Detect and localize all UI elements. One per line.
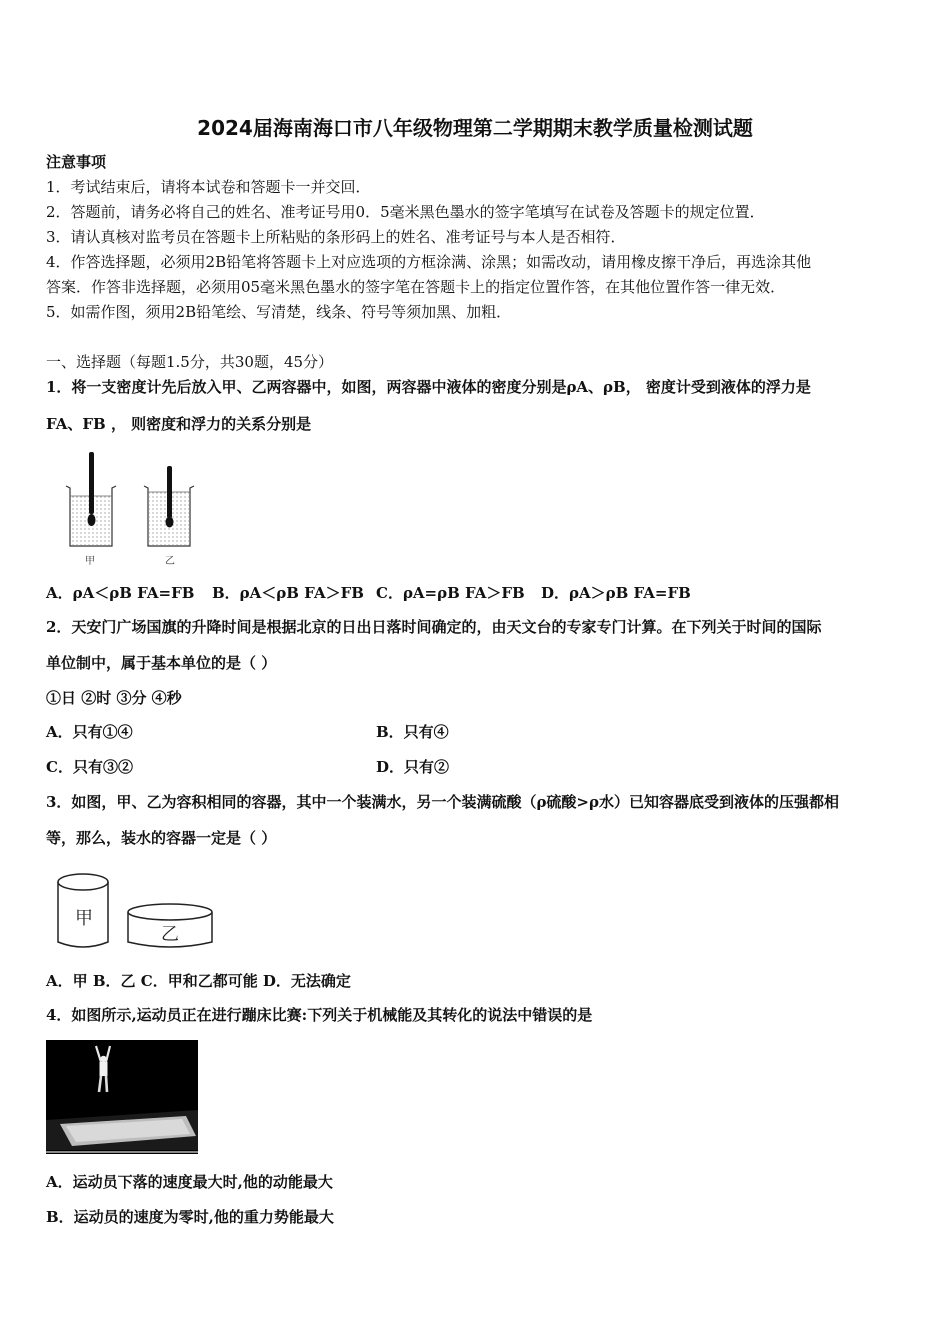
question-3-text-2: 等，那么，装水的容器一定是（ ） [46,829,277,847]
option-c: C．只有③② [46,758,133,776]
option-c: C．ρA=ρB FA＞FB [376,584,525,602]
figure-label: 乙 [165,556,175,567]
notice-item: 答案．作答非选择题，必须用05毫米黑色墨水的签字笔在答题卡上的指定位置作答，在其他位置作答一律无效． [46,278,786,296]
question-2-text: 2．天安门广场国旗的升降时间是根据北京的日出日落时间确定的，由天文台的专家专门计算。在下列关于时间的国际 [46,618,822,636]
trampoline-photo [46,1040,198,1154]
notice-item: 4．作答选择题，必须用2B铅笔将答题卡上对应选项的方框涂满、涂黑；如需改动，请用橡皮擦干净后，再选涂其他 [46,253,812,271]
hydrometer-figure [60,448,200,570]
figure-label: 乙 [161,924,179,945]
option-b: B．只有④ [376,723,449,741]
question-2-text-2: 单位制中，属于基本单位的是（ ） [46,654,277,672]
question-1-text-2: FA、FB ， 则密度和浮力的关系分别是 [46,415,312,433]
option-d: D．ρA＞ρB FA=FB [541,584,691,602]
question-3-text: 3．如图，甲、乙为容积相同的容器，其中一个装满水，另一个装满硫酸（ρ硫酸>ρ水）已知容器底受到液体的压强都相 [46,793,839,811]
notice-heading: 注意事项 [46,153,107,171]
notice-item: 5．如需作图，须用2B铅笔绘、写清楚，线条、符号等须加黑、加粗． [46,303,512,321]
notice-item: 3．请认真核对监考员在答题卡上所粘贴的条形码上的姓名、准考证号与本人是否相符． [46,228,626,246]
question-4-text: 4．如图所示,运动员正在进行蹦床比赛:下列关于机械能及其转化的说法中错误的是 [46,1006,593,1024]
section-heading: 一、选择题（每题1.5分，共30题，45分） [46,353,334,371]
figure-label: 甲 [85,556,95,567]
option-b: B．运动员的速度为零时,他的重力势能最大 [46,1208,334,1226]
option-a: A．运动员下落的速度最大时,他的动能最大 [46,1173,333,1191]
question-3-options: A．甲 B．乙 C．甲和乙都可能 D．无法确定 [46,972,351,990]
page-title: 2024届海南海口市八年级物理第二学期期末教学质量检测试题 [197,116,753,140]
question-2-units: ①日 ②时 ③分 ④秒 [46,689,182,707]
option-d: D．只有② [376,758,450,776]
question-1-text: 1．将一支密度计先后放入甲、乙两容器中，如图，两容器中液体的密度分别是ρA、ρB， 密度计受到液体的浮力是 [46,378,811,396]
option-a: A．ρA＜ρB FA=FB [46,584,195,602]
containers-figure [50,868,220,954]
notice-item: 1．考试结束后，请将本试卷和答题卡一并交回． [46,178,371,196]
option-b: B．ρA＜ρB FA＞FB [212,584,364,602]
figure-label: 甲 [75,908,93,929]
notice-item: 2．答题前，请务必将自己的姓名、准考证号用0．5毫米黑色墨水的签字笔填写在试卷及答题卡的规定位置． [46,203,765,221]
option-a: A．只有①④ [46,723,133,741]
